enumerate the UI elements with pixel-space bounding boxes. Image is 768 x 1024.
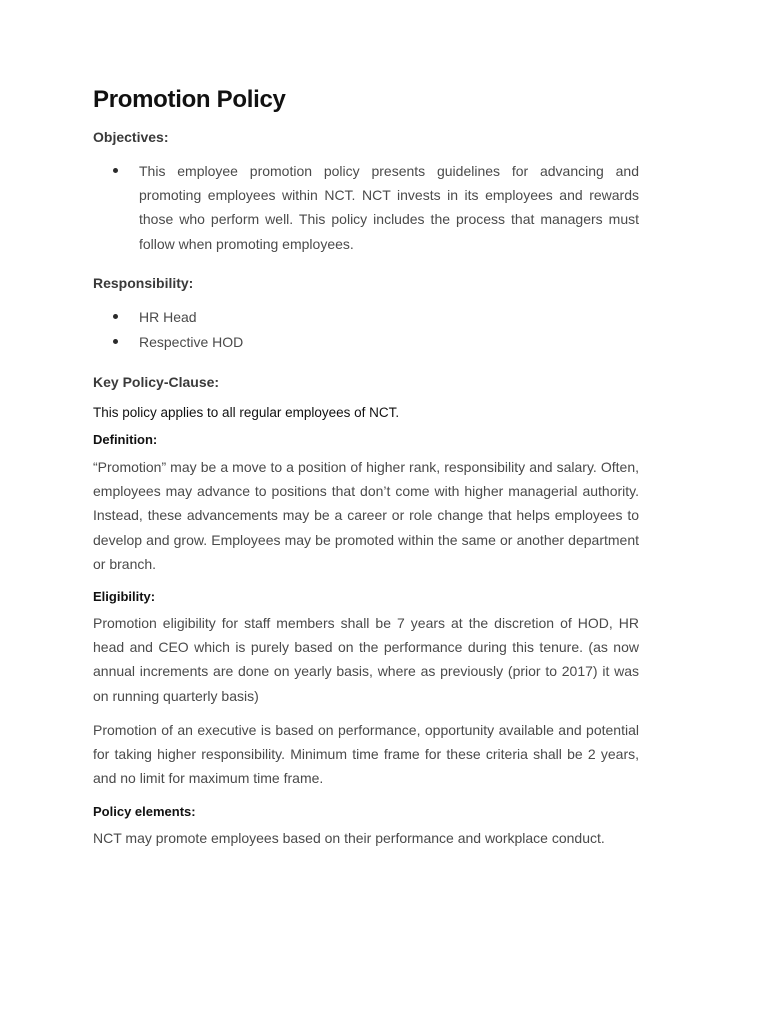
bullet-icon xyxy=(113,168,118,173)
key-policy-text: This policy applies to all regular employees of NCT. xyxy=(93,405,400,420)
objectives-heading: Objectives: xyxy=(93,129,169,145)
definition-text: “Promotion” may be a move to a position of higher rank, responsibility and salary. Often, employees may advance to positions that don’t come with higher managerial authority. Instead, these advancements may be a career or role change that helps employees to develop and grow. Employees may be promoted within the same or another department or branch. xyxy=(93,459,639,572)
responsibility-item-text: HR Head xyxy=(139,309,197,325)
definition-heading: Definition: xyxy=(93,432,158,447)
eligibility-heading: Eligibility: xyxy=(93,589,156,604)
policy-elements-heading: Policy elements: xyxy=(93,804,196,819)
bullet-icon xyxy=(113,314,118,319)
responsibility-heading: Responsibility: xyxy=(93,275,194,291)
responsibility-item-text: Respective HOD xyxy=(139,334,244,350)
policy-elements-text: NCT may promote employees based on their performance and workplace conduct. xyxy=(93,830,605,846)
document-title: Promotion Policy xyxy=(93,86,286,113)
bullet-icon xyxy=(113,339,118,344)
eligibility-paragraph-2: Promotion of an executive is based on performance, opportunity available and potential for taking higher responsibility. Minimum time frame for these criteria shall be 2 years, and no limit for maximum time frame. xyxy=(93,722,639,787)
eligibility-paragraph-1: Promotion eligibility for staff members shall be 7 years at the discretion of HOD, HR head and CEO which is purely based on the performance during this tenure. (as now annual increments are done on yearly basis, where as previously (prior to 2017) it was on running quarterly basis) xyxy=(93,615,639,704)
key-policy-heading: Key Policy-Clause: xyxy=(93,374,220,390)
objectives-item-text: This employee promotion policy presents guidelines for advancing and promoting employees within NCT. NCT invests in its employees and rewards those who perform well. This policy includes the process that managers must follow when promoting employees. xyxy=(139,163,639,252)
